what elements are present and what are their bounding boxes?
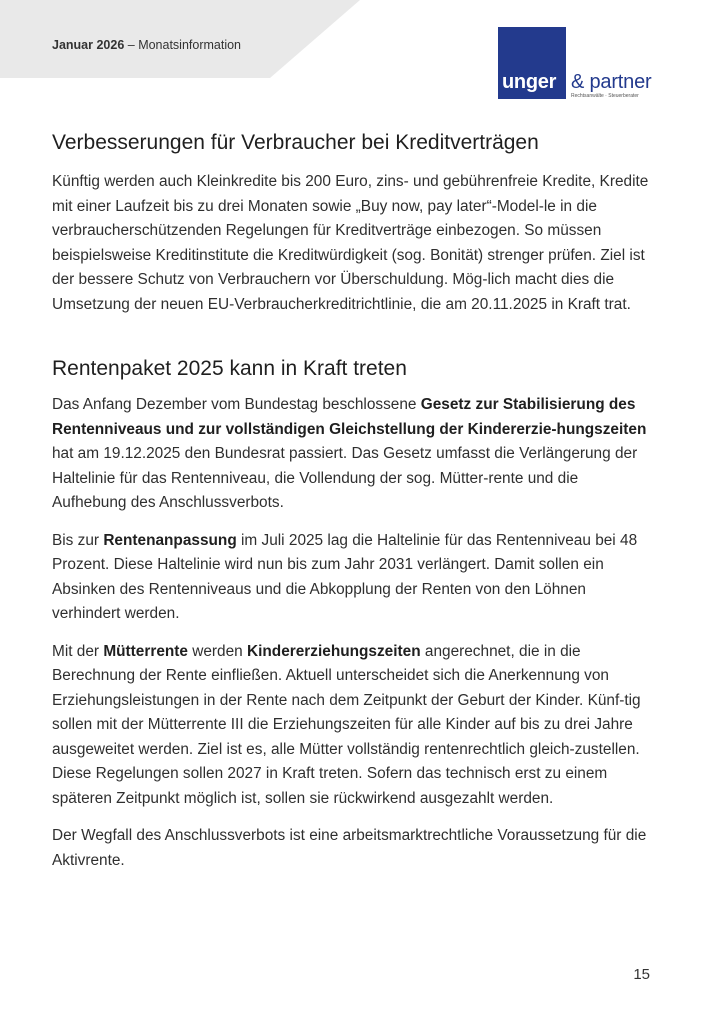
- page-number: 15: [633, 966, 650, 983]
- section-paragraph-consumer-credit: Künftig werden auch Kleinkredite bis 200 Euro, zins- und gebührenfreie Kredite, Kredite mit einer Laufzeit bis zu drei Monaten sowie „Buy now, pay later“-Model-le in die verbraucherschützenden Regelungen für Kreditverträge einbezogen. So müssen beispielsweise Kreditinstitute die Kreditwürdigkeit (sog. Bonität) strenger prüfen. Ziel ist der bessere Schutz von Verbrauchern vor Überschuldung. Mög-lich macht dies die Umsetzung der neuen EU-Verbraucherkreditrichtlinie, die am 20.11.2025 in Kraft trat.: [52, 173, 649, 313]
- text-run: Das Anfang Dezember vom Bundestag beschlossene: [52, 396, 421, 413]
- bold-law-title: Gesetz zur Stabilisierung des Rentenniveaus und zur vollständigen Gleichstellung der Kindererzie-hungszeiten: [52, 396, 647, 438]
- section-title-pension-package: Rentenpaket 2025 kann in Kraft treten: [52, 357, 407, 380]
- pension-paragraph-4: Der Wegfall des Anschlussverbots ist eine arbeitsmarktrechtliche Voraussetzung für die Aktivrente.: [52, 827, 647, 869]
- text-run: werden: [187, 642, 247, 660]
- logo-tagline: Rechtsanwälte · Steuerberater: [571, 93, 639, 99]
- article-content: [52, 128, 654, 886]
- text-run: Bis zur: [52, 531, 104, 549]
- text-run: hat am 19.12.2025 den Bundesrat passiert. Das Gesetz umfasst die Verlängerung der Haltelinie für das Rentenniveau, die Vollendung der sog. Mütter-rente und die Aufhebung des Anschlussverbots.: [52, 445, 638, 511]
- text-run: Mit der: [52, 642, 104, 660]
- header-title: [52, 38, 241, 52]
- pension-paragraph-2: [52, 529, 654, 627]
- header-publication: Monatsinformation: [138, 38, 242, 52]
- bold-term-kindererziehungszeiten: Kindererziehungszeiten: [247, 642, 421, 660]
- pension-paragraph-1: [52, 393, 654, 516]
- header-month: Januar 2026: [52, 38, 125, 52]
- bold-term-muetterrente: Mütterrente: [103, 642, 188, 660]
- bold-term-rentenanpassung: Rentenanpassung: [103, 531, 237, 549]
- section-title-consumer-credit: Verbesserungen für Verbraucher bei Kreditverträgen: [52, 131, 539, 154]
- company-logo: [498, 27, 654, 99]
- pension-paragraph-3: [52, 640, 654, 812]
- text-run: angerechnet, die in die Berechnung der Rente einfließen. Aktuell unterscheidet sich die Anerkennung von Erziehungsleistungen in der Rente nach dem Zeitpunkt der Geburt der Kinder. Künf-tig sollen mit der Mütterrente III die Erziehungszeiten für alle Kinder auf bis zu drei Jahre ausgeweitet werden. Ziel ist es, alle Mütter vollständig rentenrechtlich gleich-zustellen. Diese Regelungen sollen 2027 in Kraft treten. Sofern das technisch erst zu einem späteren Zeitpunkt möglich ist, sollen sie rückwirkend ausgezahlt werden.: [52, 642, 641, 807]
- header-separator: –: [124, 38, 139, 52]
- logo-name-secondary: & partner: [571, 71, 652, 93]
- logo-name-primary: unger: [502, 71, 557, 93]
- text-run: im Juli 2025 lag die Haltelinie für das Rentenniveau bei 48 Prozent. Diese Haltelinie wird nun bis zum Jahr 2031 verlängert. Damit sollen ein Absinken des Rentenniveaus und die Abkopplung der Renten von den Löhnen verhindert werden.: [52, 531, 638, 622]
